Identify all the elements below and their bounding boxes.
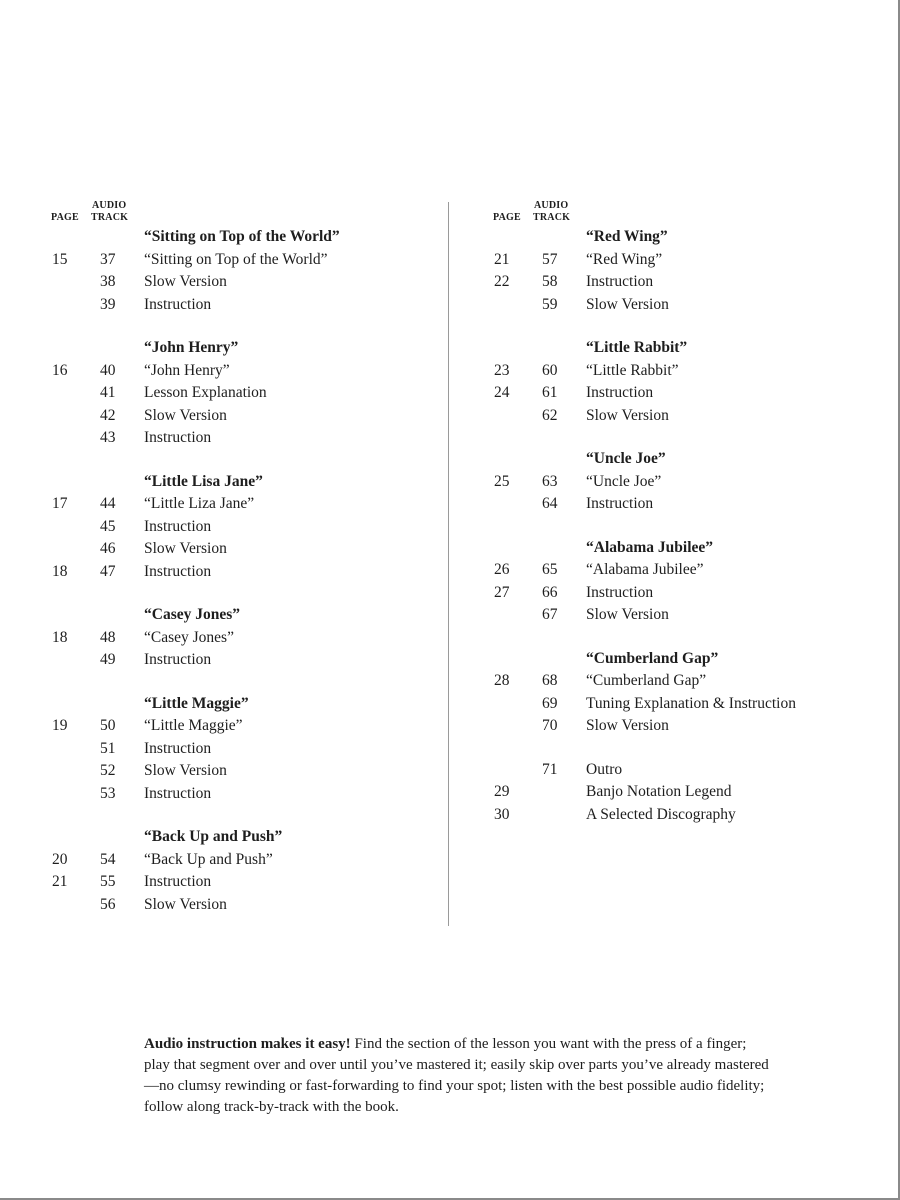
track-number: 39 [100,295,116,313]
song-title: “Little Maggie” [144,694,249,712]
track-title: “John Henry” [144,361,230,379]
track-title: “Sitting on Top of the World” [144,250,328,268]
page-number: 24 [494,384,510,401]
page-number: 18 [52,562,68,580]
song-title: “Sitting on Top of the World” [144,228,340,245]
group-spacer [490,738,890,759]
track-title: Instruction [586,495,654,512]
left-column [48,196,448,916]
track-title: “Cumberland Gap” [586,672,707,689]
group-spacer [490,316,890,337]
track-title: Instruction [144,429,212,446]
track-title: “Casey Jones” [144,628,234,646]
page-number: 23 [494,361,510,379]
track-number: 43 [100,429,116,446]
track-number: 44 [100,495,116,512]
track-number: 64 [542,495,558,512]
track-number: 41 [100,384,116,401]
track-number: 46 [100,540,116,557]
track-number: 60 [542,361,558,379]
track-title: Instruction [144,295,212,313]
page-number: 19 [52,717,68,734]
audio-instruction-note [144,1034,774,1118]
note-lead: Audio instruction makes it easy! [144,1036,351,1052]
song-heading [490,226,890,249]
track-number: 66 [542,583,558,601]
track-number: 70 [542,717,558,734]
page-number: 26 [494,561,510,578]
track-row [490,360,890,383]
track-row [490,804,890,827]
page-header-label: PAGE [51,212,79,223]
page-number: 25 [494,472,510,490]
group-spacer [48,805,448,826]
group-spacer [490,427,890,448]
track-row [490,759,890,782]
track-row [490,670,890,693]
page-number: 22 [494,273,510,290]
track-row [48,738,448,761]
column-divider [448,202,449,926]
page-number: 28 [494,672,510,689]
song-heading [48,471,448,494]
page-number: 20 [52,850,68,868]
track-number: 69 [542,694,558,712]
page-number: 27 [494,583,510,601]
track-number: 61 [542,384,558,401]
song-heading [48,693,448,716]
track-row [490,271,890,294]
track-row [48,894,448,917]
song-heading [48,604,448,627]
track-row [490,493,890,516]
track-title: Instruction [144,784,212,802]
track-title: “Red Wing” [586,250,663,268]
track-number: 37 [100,250,116,268]
group-spacer [48,672,448,693]
track-row [48,538,448,561]
track-row [490,604,890,627]
track-title: Outro [586,760,623,778]
track-number: 45 [100,517,116,535]
track-row [48,405,448,428]
page-number: 17 [52,495,68,512]
song-title: “John Henry” [144,339,239,356]
track-row [48,271,448,294]
track-row [48,249,448,272]
page-header-label: PAGE [493,212,521,223]
track-number: 51 [100,739,116,757]
track-list [48,226,448,916]
track-row [490,249,890,272]
track-list [490,226,890,826]
track-title: Slow Version [586,295,669,313]
song-heading [490,648,890,671]
track-number: 65 [542,561,558,578]
group-spacer [490,627,890,648]
track-title: Slow Version [586,606,669,623]
track-title: Slow Version [144,273,227,290]
track-title: Slow Version [144,406,227,424]
track-row [490,582,890,605]
track-title: Instruction [144,739,212,757]
track-title: Slow Version [144,762,227,779]
track-title: A Selected Discography [586,805,736,823]
track-header-label: TRACK [533,212,571,223]
track-row [48,849,448,872]
song-heading [490,537,890,560]
track-row [490,405,890,428]
page-number: 21 [52,873,68,890]
track-number: 48 [100,628,116,646]
track-row [490,693,890,716]
track-row [48,382,448,405]
track-number: 38 [100,273,116,290]
column-header [48,196,448,226]
song-heading [490,337,890,360]
track-number: 47 [100,562,116,580]
track-row [48,783,448,806]
track-header-label: TRACK [91,212,129,223]
track-title: Lesson Explanation [144,384,267,401]
track-number: 68 [542,672,558,689]
song-title: “Alabama Jubilee” [586,538,714,556]
track-number: 58 [542,273,558,290]
song-heading [48,826,448,849]
page-number: 15 [52,250,68,268]
track-title: Slow Version [144,895,227,913]
track-row [48,715,448,738]
song-title: “Casey Jones” [144,606,241,623]
page-number: 30 [494,805,510,823]
track-title: “Uncle Joe” [586,472,662,490]
group-spacer [48,450,448,471]
track-row [48,649,448,672]
song-heading [490,448,890,471]
group-spacer [48,316,448,337]
track-row [490,559,890,582]
track-title: Slow Version [144,540,227,557]
track-row [490,382,890,405]
track-number: 62 [542,406,558,424]
track-title: “Alabama Jubilee” [586,561,704,578]
track-title: “Little Rabbit” [586,361,679,379]
song-title: “Cumberland Gap” [586,649,719,667]
track-number: 49 [100,651,116,668]
track-row [48,493,448,516]
track-number: 40 [100,361,116,379]
song-title: “Back Up and Push” [144,828,283,845]
song-title: “Little Rabbit” [586,339,688,356]
column-header [490,196,890,226]
track-number: 54 [100,850,116,868]
audio-header-label: AUDIO [92,200,127,211]
track-title: Banjo Notation Legend [586,783,732,800]
note-body: Find the section of the lesson you want with the press of a finger; play that segment over and over until you’ve mastered it; easily skip over parts you’ve already mastered—no clumsy rewinding or fast-forwarding to find your spot; listen with the best possible audio fidelity; follow along track-by-track with the book. [144,1036,769,1115]
page-number: 29 [494,783,510,800]
track-title: Instruction [144,517,212,535]
track-title: Instruction [144,873,212,890]
track-number: 71 [542,760,558,778]
track-row [48,516,448,539]
track-row [48,561,448,584]
track-title: Tuning Explanation & Instruction [586,694,796,712]
song-heading [48,337,448,360]
track-number: 57 [542,250,558,268]
track-number: 55 [100,873,116,890]
track-number: 50 [100,717,116,734]
track-title: “Back Up and Push” [144,850,273,868]
song-title: “Uncle Joe” [586,450,666,467]
track-number: 63 [542,472,558,490]
song-title: “Red Wing” [586,228,668,245]
track-row [48,627,448,650]
track-title: Slow Version [586,406,669,424]
track-row [490,294,890,317]
page-number: 16 [52,361,68,379]
track-row [48,427,448,450]
track-row [48,760,448,783]
song-title: “Little Lisa Jane” [144,472,263,490]
group-spacer [48,583,448,604]
right-column [490,196,890,826]
track-number: 59 [542,295,558,313]
track-title: Instruction [586,273,654,290]
track-number: 53 [100,784,116,802]
audio-header-label: AUDIO [534,200,569,211]
track-row [48,871,448,894]
track-title: “Little Maggie” [144,717,243,734]
track-row [490,471,890,494]
track-title: “Little Liza Jane” [144,495,255,512]
page-number: 21 [494,250,510,268]
track-title: Slow Version [586,717,669,734]
page-number: 18 [52,628,68,646]
track-number: 42 [100,406,116,424]
track-title: Instruction [586,384,654,401]
track-row [48,360,448,383]
group-spacer [490,516,890,537]
track-number: 56 [100,895,116,913]
track-number: 67 [542,606,558,623]
track-title: Instruction [144,651,212,668]
track-row [490,781,890,804]
track-row [490,715,890,738]
track-row [48,294,448,317]
track-title: Instruction [586,583,654,601]
song-heading [48,226,448,249]
track-number: 52 [100,762,116,779]
track-title: Instruction [144,562,212,580]
